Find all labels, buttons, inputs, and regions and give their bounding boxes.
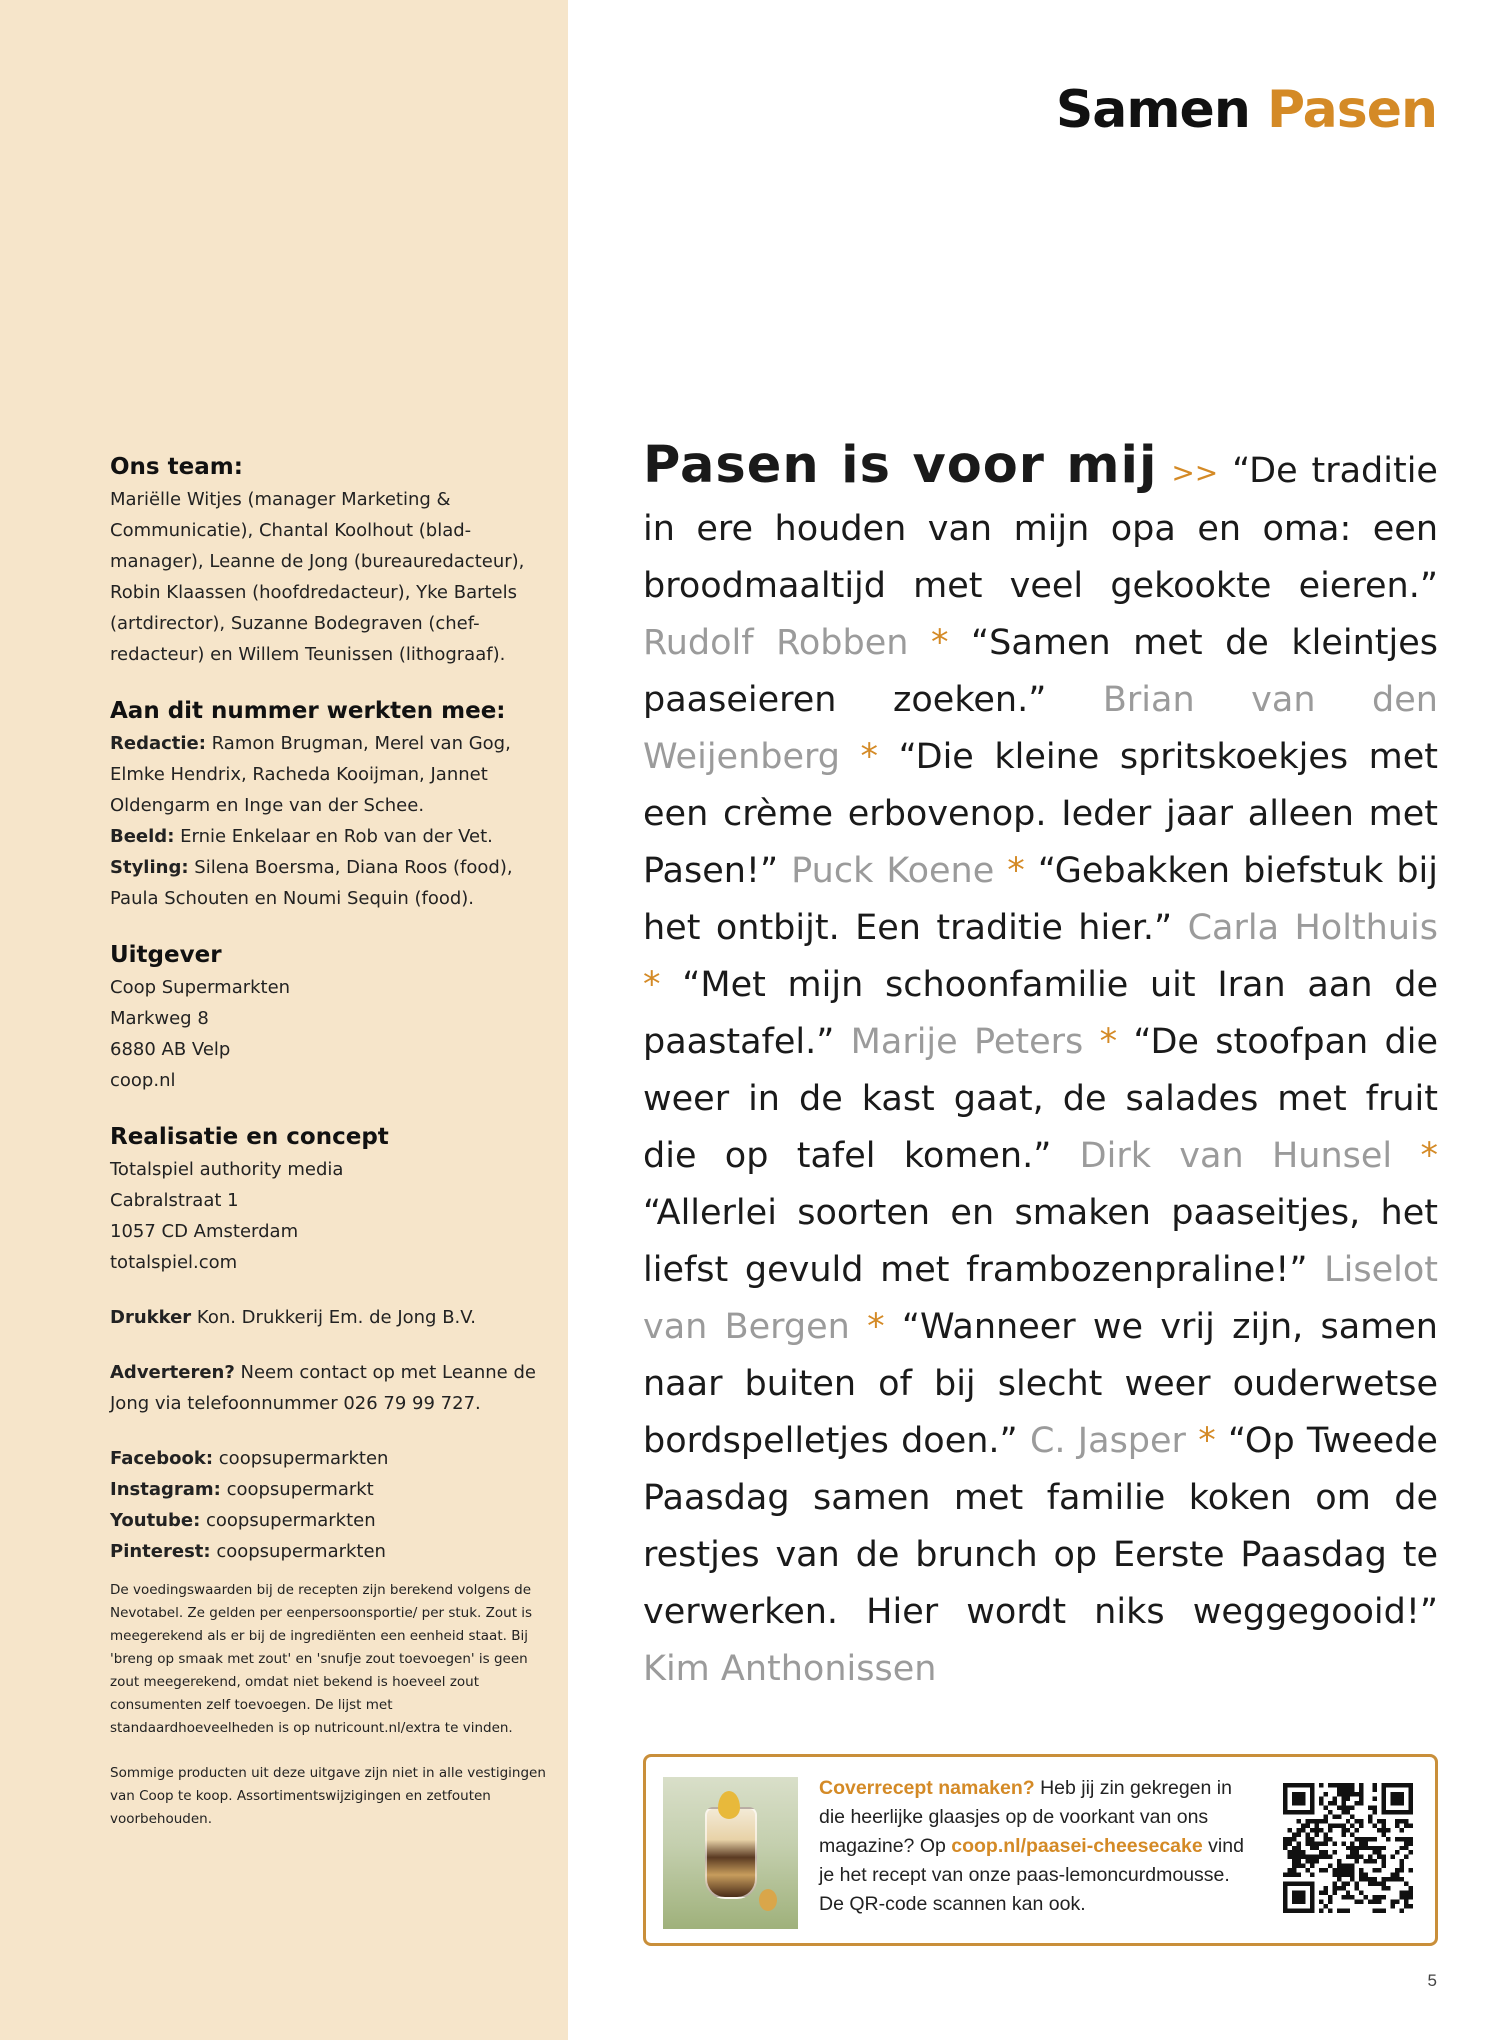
quote-author: Dirk van Hunsel [1079, 1136, 1393, 1176]
beeld-label: Beeld: [110, 826, 175, 847]
redactie-label: Redactie: [110, 733, 206, 754]
star-icon: * [931, 623, 949, 663]
egg-icon [718, 1791, 740, 1819]
quote-text: “De stoofpan die weer in de kast gaat, de salades met fruit die op tafel komen.” [643, 1022, 1438, 1176]
page-title-word-2: Pasen [1266, 80, 1437, 140]
availability-note: Sommige producten uit deze uitgave zijn niet in alle vestigingen van Coop te koop. Assortimentswijzigingen en zetfouten voorbehouden. [110, 1765, 546, 1827]
star-icon: * [1198, 1421, 1216, 1461]
star-icon: * [643, 965, 661, 1005]
quote-author: Puck Koene [791, 851, 995, 891]
instagram-line [110, 1474, 550, 1505]
styling-text: Silena Boersma, Diana Roos (food), Paula Schouten en Noumi Sequin (food). [110, 857, 513, 909]
advertise-line [110, 1357, 550, 1419]
cover-recipe-text-2: vind je het recept van onze paas-lemoncurdmousse. De QR-code scannen kan ook. [819, 1835, 1244, 1915]
star-icon: * [867, 1307, 885, 1347]
styling-line [110, 852, 550, 914]
quote-author: C. Jasper [1029, 1421, 1186, 1461]
quote-author: Liselot van Bergen [643, 1250, 1438, 1347]
page-number: 5 [1427, 1971, 1437, 1990]
team-section [110, 450, 550, 670]
cover-recipe-text-1: Heb jij zin gekregen in die heerlijke glaasjes op de voorkant van ons magazine? Op [819, 1777, 1232, 1857]
dessert-glass-icon [705, 1807, 757, 1899]
arrows-icon: >> [1171, 456, 1219, 489]
star-icon: * [1420, 1136, 1438, 1176]
cover-recipe-highlight: Coverrecept namaken? [819, 1777, 1035, 1799]
star-icon: * [860, 737, 879, 777]
redactie-text: Ramon Brugman, Merel van Gog, Elmke Hendrix, Racheda Kooijman, Jannet Oldengarm en Inge van der Schee. [110, 733, 511, 816]
star-icon: * [1099, 1022, 1118, 1062]
quote-text: “Samen met de kleintjes paaseieren zoeken.” [643, 623, 1438, 720]
beeld-line [110, 821, 550, 852]
youtube-line [110, 1505, 550, 1536]
printer-line [110, 1302, 550, 1333]
facebook-handle: coopsupermarkten [213, 1448, 389, 1469]
colophon [110, 450, 550, 1853]
contributors-section [110, 694, 550, 914]
team-heading: Ons team: [110, 454, 243, 480]
quote-text: “Wanneer we vrij zijn, samen naar buiten of bij slecht weer ouderwetse bordspelletjes doen.” [643, 1307, 1438, 1461]
advertise-label: Adverteren? [110, 1362, 235, 1383]
pinterest-label: Pinterest: [110, 1541, 211, 1562]
quote-text: “Die kleine spritskoekjes met een crème erbovenop. Ieder jaar alleen met Pasen!” [643, 737, 1438, 891]
cover-recipe-box [643, 1754, 1438, 1946]
team-text: Mariëlle Witjes (manager Marketing & Communicatie), Chantal Koolhout (blad-manager), Leanne de Jong (bureauredacteur), Robin Klaassen (hoofdredacteur), Yke Bartels (artdirector), Suzanne Bodegraven (chef-redacteur) en Willem Teunissen (lithograaf). [110, 489, 525, 665]
quotes-lead: Pasen is voor mij [643, 436, 1158, 495]
realisation-heading: Realisatie en concept [110, 1124, 389, 1150]
quote-text: “De traditie in ere houden van mijn opa en oma: een broodmaaltijd met veel gekookte eieren.” [643, 451, 1438, 606]
printer-label: Drukker [110, 1307, 192, 1328]
youtube-label: Youtube: [110, 1510, 201, 1531]
printer-section [110, 1302, 550, 1333]
quote-author: Kim Anthonissen [643, 1649, 937, 1689]
instagram-label: Instagram: [110, 1479, 221, 1500]
quote-text: “Op Tweede Paasdag samen met familie koken om de restjes van de brunch op Eerste Paasdag te verwerken. Hier wordt niks weggegooid!” [643, 1421, 1438, 1632]
colophon-panel [0, 0, 568, 2040]
quote-text: “Gebakken biefstuk bij het ontbijt. Een traditie hier.” [643, 851, 1438, 948]
qr-code-icon[interactable] [1283, 1783, 1413, 1913]
quote-author: Carla Holthuis [1187, 908, 1438, 948]
facebook-line [110, 1443, 550, 1474]
contributors-heading: Aan dit nummer werkten mee: [110, 698, 506, 724]
egg-icon [759, 1889, 777, 1911]
quote-text: “Met mijn schoonfamilie uit Iran aan de paastafel.” [643, 965, 1438, 1062]
publisher-text: Coop Supermarkten Markweg 8 6880 AB Velp coop.nl [110, 977, 291, 1091]
quotes-paragraph [643, 437, 1438, 1698]
publisher-heading: Uitgever [110, 942, 222, 968]
nutrition-note: De voedingswaarden bij de recepten zijn berekend volgens de Nevotabel. Ze gelden per eenpersoonsportie/ per stuk. Zout is meegerekend als er bij de ingrediënten een eenheid staat. Bij 'breng op smaak met zout' en 'snufje zout toevoegen' is geen zout meegerekend, omdat niet bekend is hoeveel zout consumenten zelf toevoegen. De lijst met standaardhoeveelheden is op nutricount.nl/extra te vinden. [110, 1582, 533, 1736]
quote-author: Marije Peters [850, 1022, 1084, 1062]
beeld-text: Ernie Enkelaar en Rob van der Vet. [174, 826, 493, 847]
instagram-handle: coopsupermarkt [220, 1479, 374, 1500]
social-section [110, 1443, 550, 1567]
star-icon: * [1007, 851, 1025, 891]
quote-author: Rudolf Robben [643, 623, 909, 663]
dessert-photo [663, 1777, 798, 1929]
publisher-section [110, 938, 550, 1096]
redactie-line [110, 728, 550, 821]
facebook-label: Facebook: [110, 1448, 214, 1469]
cover-recipe-text [819, 1774, 1259, 1919]
advertise-section [110, 1357, 550, 1419]
realisation-text: Totalspiel authority media Cabralstraat 1 1057 CD Amsterdam totalspiel.com [110, 1159, 344, 1273]
youtube-handle: coopsupermarkten [200, 1510, 376, 1531]
advertise-text: Neem contact op met Leanne de Jong via telefoonnummer 026 79 99 727. [110, 1362, 536, 1414]
realisation-section [110, 1120, 550, 1278]
cover-recipe-link[interactable]: coop.nl/paasei-cheesecake [951, 1835, 1203, 1857]
pinterest-line [110, 1536, 550, 1567]
quote-text: “Allerlei soorten en smaken paaseitjes, het liefst gevuld met frambozenpraline!” [643, 1193, 1438, 1290]
page-title-word-1: Samen [1055, 80, 1250, 140]
pinterest-handle: coopsupermarkten [210, 1541, 386, 1562]
page-title [1056, 80, 1437, 140]
quote-author: Brian van den Weijenberg [643, 680, 1438, 777]
printer-text: Kon. Drukkerij Em. de Jong B.V. [191, 1307, 476, 1328]
styling-label: Styling: [110, 857, 189, 878]
